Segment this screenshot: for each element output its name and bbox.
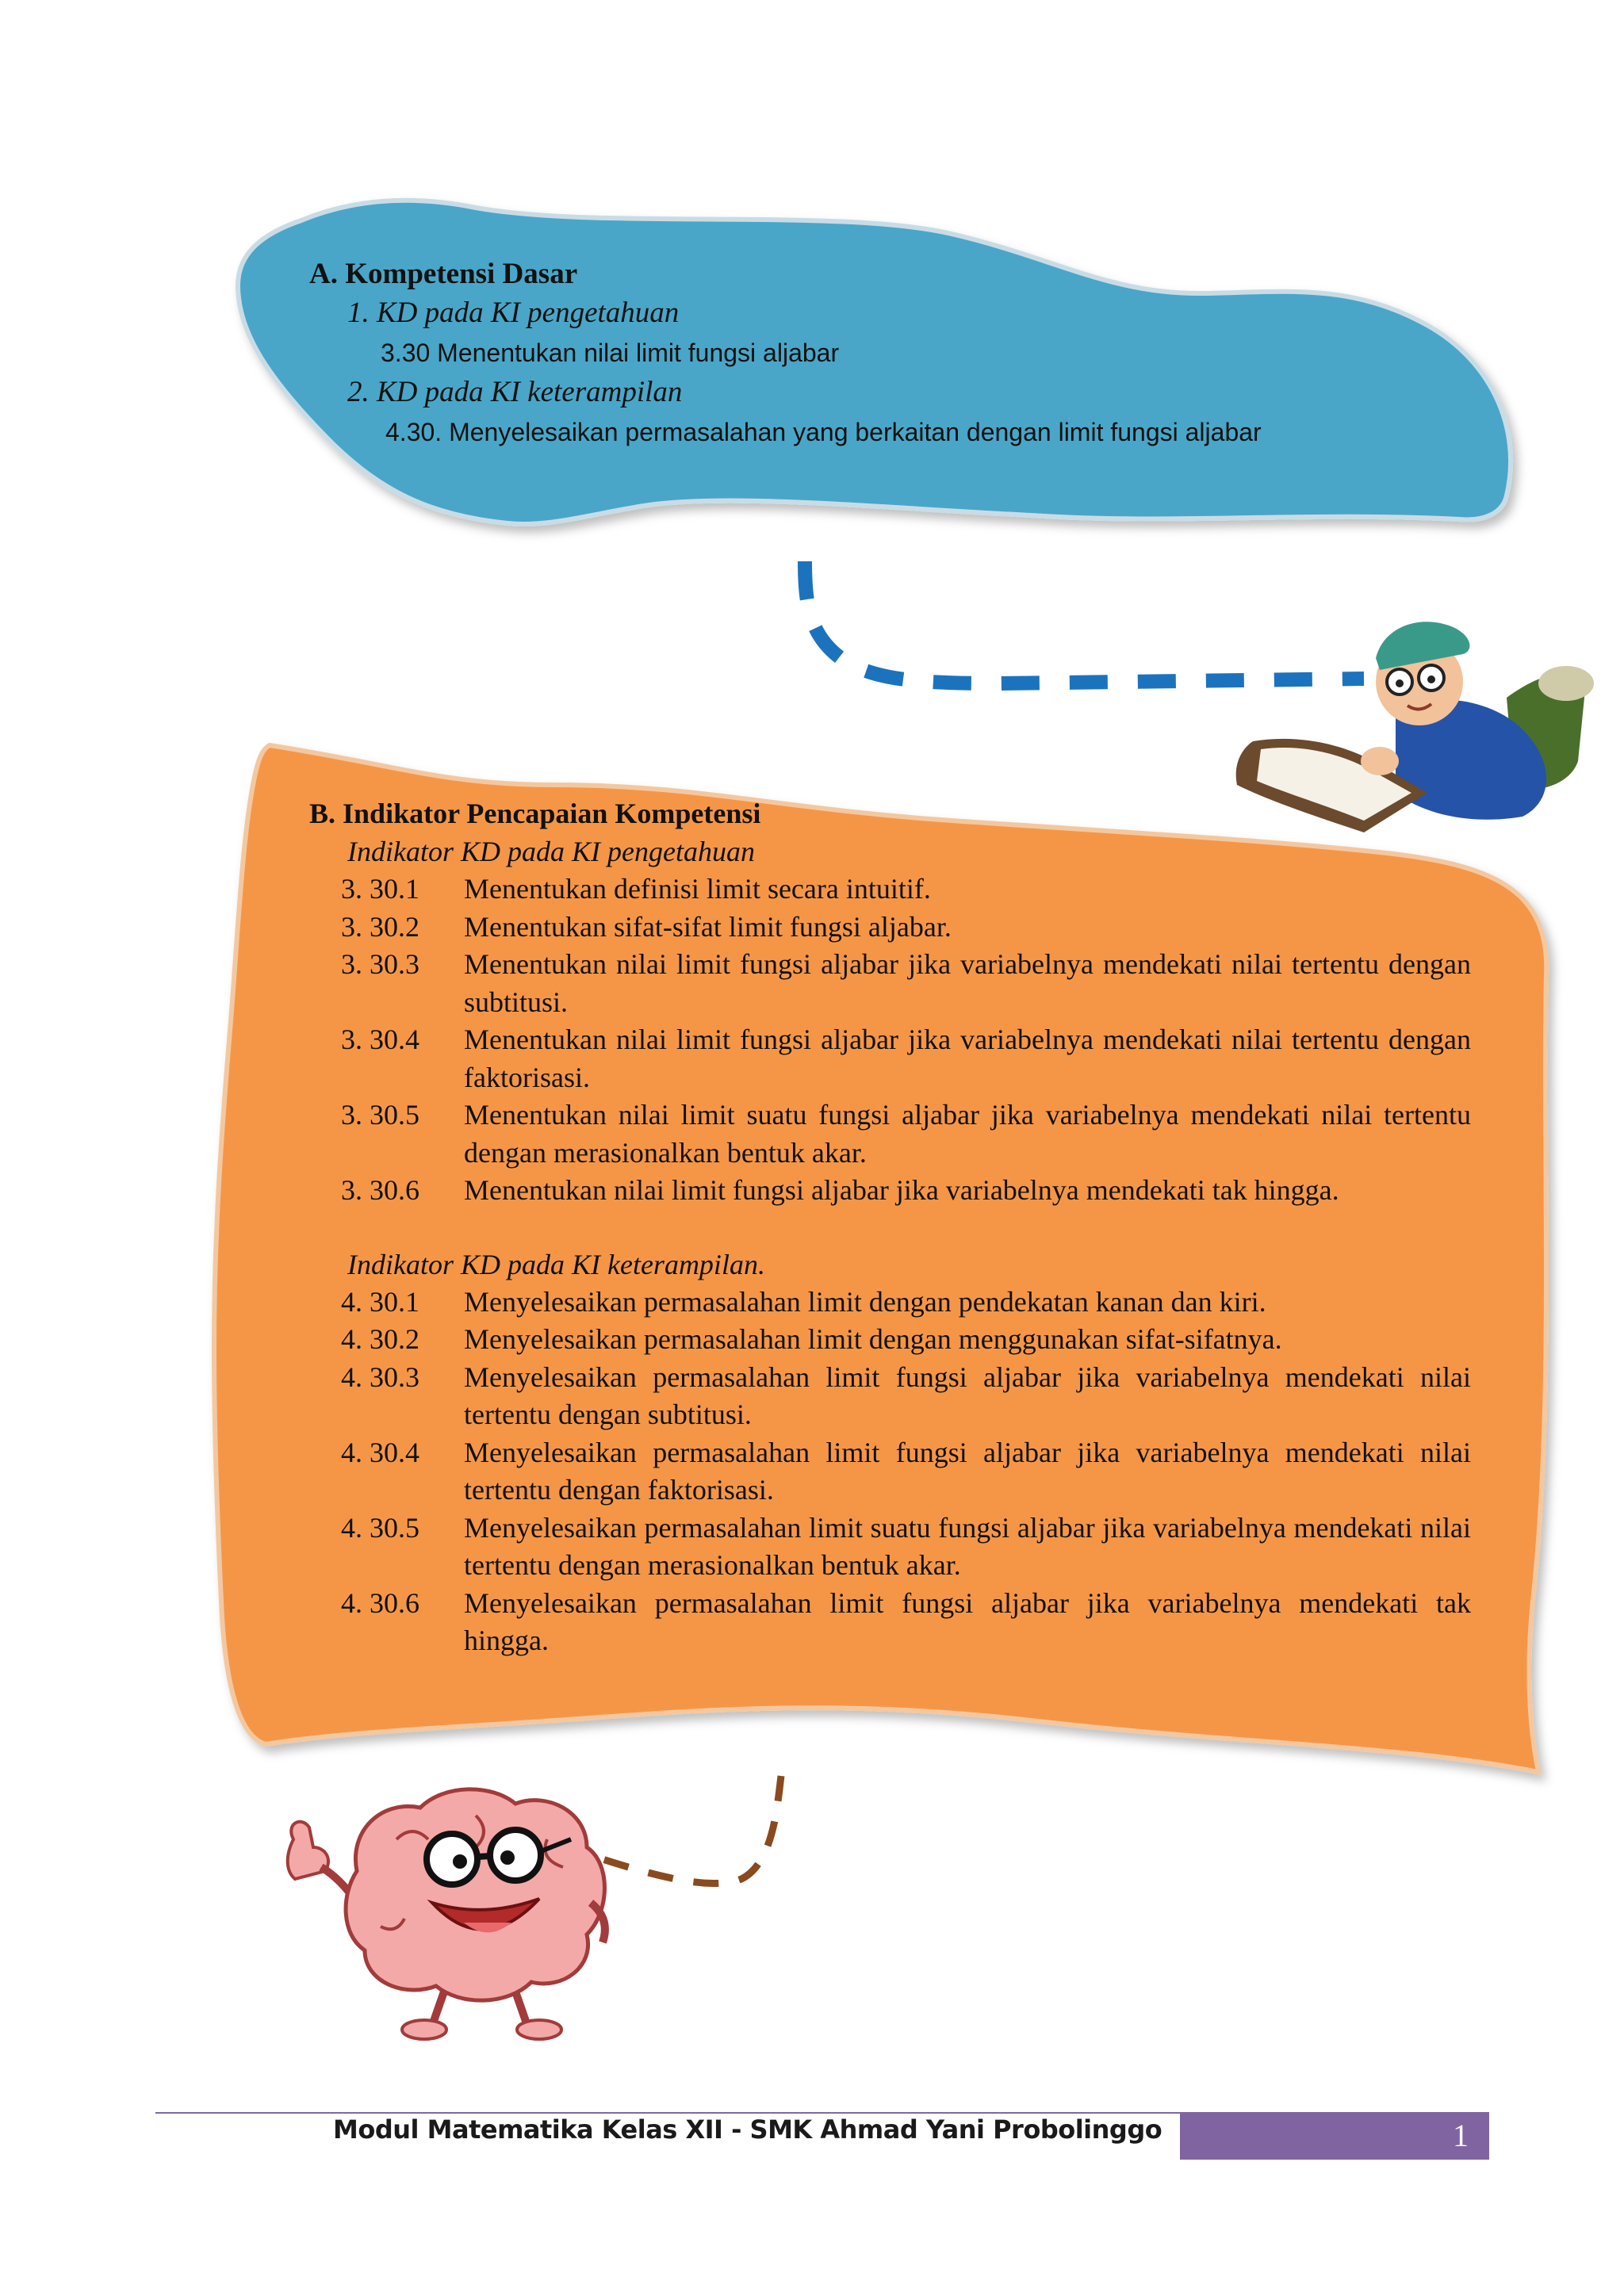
indikator-text: Menentukan definisi limit secara intuitif. — [464, 873, 931, 905]
kd-3-30-item: 3.30 Menentukan nilai limit fungsi aljabar — [381, 339, 840, 367]
kd-4-30-item: 4.30. Menyelesaikan permasalahan yang berkaitan dengan limit fungsi aljabar — [385, 418, 1262, 446]
indikator-number: 3. 30.3 — [341, 948, 419, 980]
indikator-item — [309, 909, 1471, 947]
section-a-heading: A. Kompetensi Dasar — [309, 258, 578, 290]
indikator-keterampilan-list — [309, 1284, 1471, 1660]
brain-with-glasses-icon — [288, 1789, 605, 2039]
indikator-text: Menyelesaikan permasalahan limit dengan pendekatan kanan dan kiri. — [464, 1285, 1266, 1318]
indikator-keterampilan-subheading: Indikator KD pada KI keterampilan. — [347, 1248, 765, 1280]
indikator-number: 3. 30.2 — [341, 910, 419, 943]
indikator-text: Menyelesaikan permasalahan limit dengan menggunakan sifat-sifatnya. — [464, 1323, 1282, 1355]
indikator-number: 4. 30.3 — [341, 1360, 419, 1393]
section-b-heading: B. Indikator Pencapaian Kompetensi — [309, 798, 761, 829]
indikator-item — [309, 1021, 1471, 1096]
indikator-number: 4. 30.6 — [341, 1586, 419, 1619]
kd-keterampilan-subheading: 2. KD pada KI keterampilan — [347, 376, 683, 408]
indikator-item — [309, 1321, 1471, 1359]
indikator-number: 4. 30.1 — [341, 1285, 419, 1318]
indikator-number: 4. 30.2 — [341, 1323, 419, 1355]
indikator-item — [309, 1172, 1471, 1210]
indikator-item — [309, 1284, 1471, 1322]
kompetensi-dasar-section — [309, 255, 1459, 452]
indikator-item — [309, 1510, 1471, 1585]
indikator-number: 4. 30.4 — [341, 1436, 419, 1468]
indikator-number: 3. 30.6 — [341, 1174, 419, 1206]
indikator-text: Menyelesaikan permasalahan limit fungsi aljabar jika variabelnya mendekati nilai tertentu dengan subtitusi. — [464, 1360, 1471, 1430]
indikator-text: Menentukan sifat-sifat limit fungsi aljabar. — [464, 910, 952, 943]
indikator-item — [309, 1585, 1471, 1660]
indikator-number: 4. 30.5 — [341, 1511, 419, 1544]
indikator-text: Menentukan nilai limit fungsi aljabar jika variabelnya mendekati nilai tertentu dengan subtitusi. — [464, 948, 1471, 1018]
indikator-number: 3. 30.4 — [341, 1024, 419, 1055]
indikator-pengetahuan-list — [309, 871, 1471, 1210]
indikator-section — [309, 795, 1471, 1660]
kd-pengetahuan-subheading: 1. KD pada KI pengetahuan — [347, 297, 680, 329]
indikator-item — [309, 1434, 1471, 1510]
indikator-item — [309, 871, 1471, 909]
indikator-text: Menyelesaikan permasalahan limit fungsi aljabar jika variabelnya mendekati nilai tertentu dengan faktorisasi. — [464, 1436, 1471, 1506]
indikator-number: 3. 30.5 — [341, 1099, 419, 1131]
blue-dashed-connector — [805, 561, 1364, 683]
indikator-pengetahuan-subheading: Indikator KD pada KI pengetahuan — [347, 836, 755, 867]
indikator-text: Menentukan nilai limit fungsi aljabar jika variabelnya mendekati tak hingga. — [464, 1174, 1339, 1206]
indikator-text: Menyelesaikan permasalahan limit fungsi aljabar jika variabelnya mendekati tak hingga. — [464, 1586, 1471, 1656]
page-number: 1 — [1180, 2112, 1489, 2160]
footer-text: Modul Matematika Kelas XII - SMK Ahmad Yani Probolinggo — [333, 2114, 1162, 2145]
indikator-text: Menentukan nilai limit fungsi aljabar jika variabelnya mendekati nilai tertentu dengan faktorisasi. — [464, 1024, 1471, 1093]
indikator-text: Menentukan nilai limit suatu fungsi aljabar jika variabelnya mendekati nilai tertentu dengan merasionalkan bentuk akar. — [464, 1099, 1471, 1169]
indikator-number: 3. 30.1 — [341, 873, 419, 905]
indikator-item — [309, 946, 1471, 1021]
indikator-item — [309, 1096, 1471, 1172]
indikator-item — [309, 1359, 1471, 1434]
indikator-text: Menyelesaikan permasalahan limit suatu fungsi aljabar jika variabelnya mendekati nilai tertentu dengan merasionalkan bentuk akar. — [464, 1511, 1471, 1581]
